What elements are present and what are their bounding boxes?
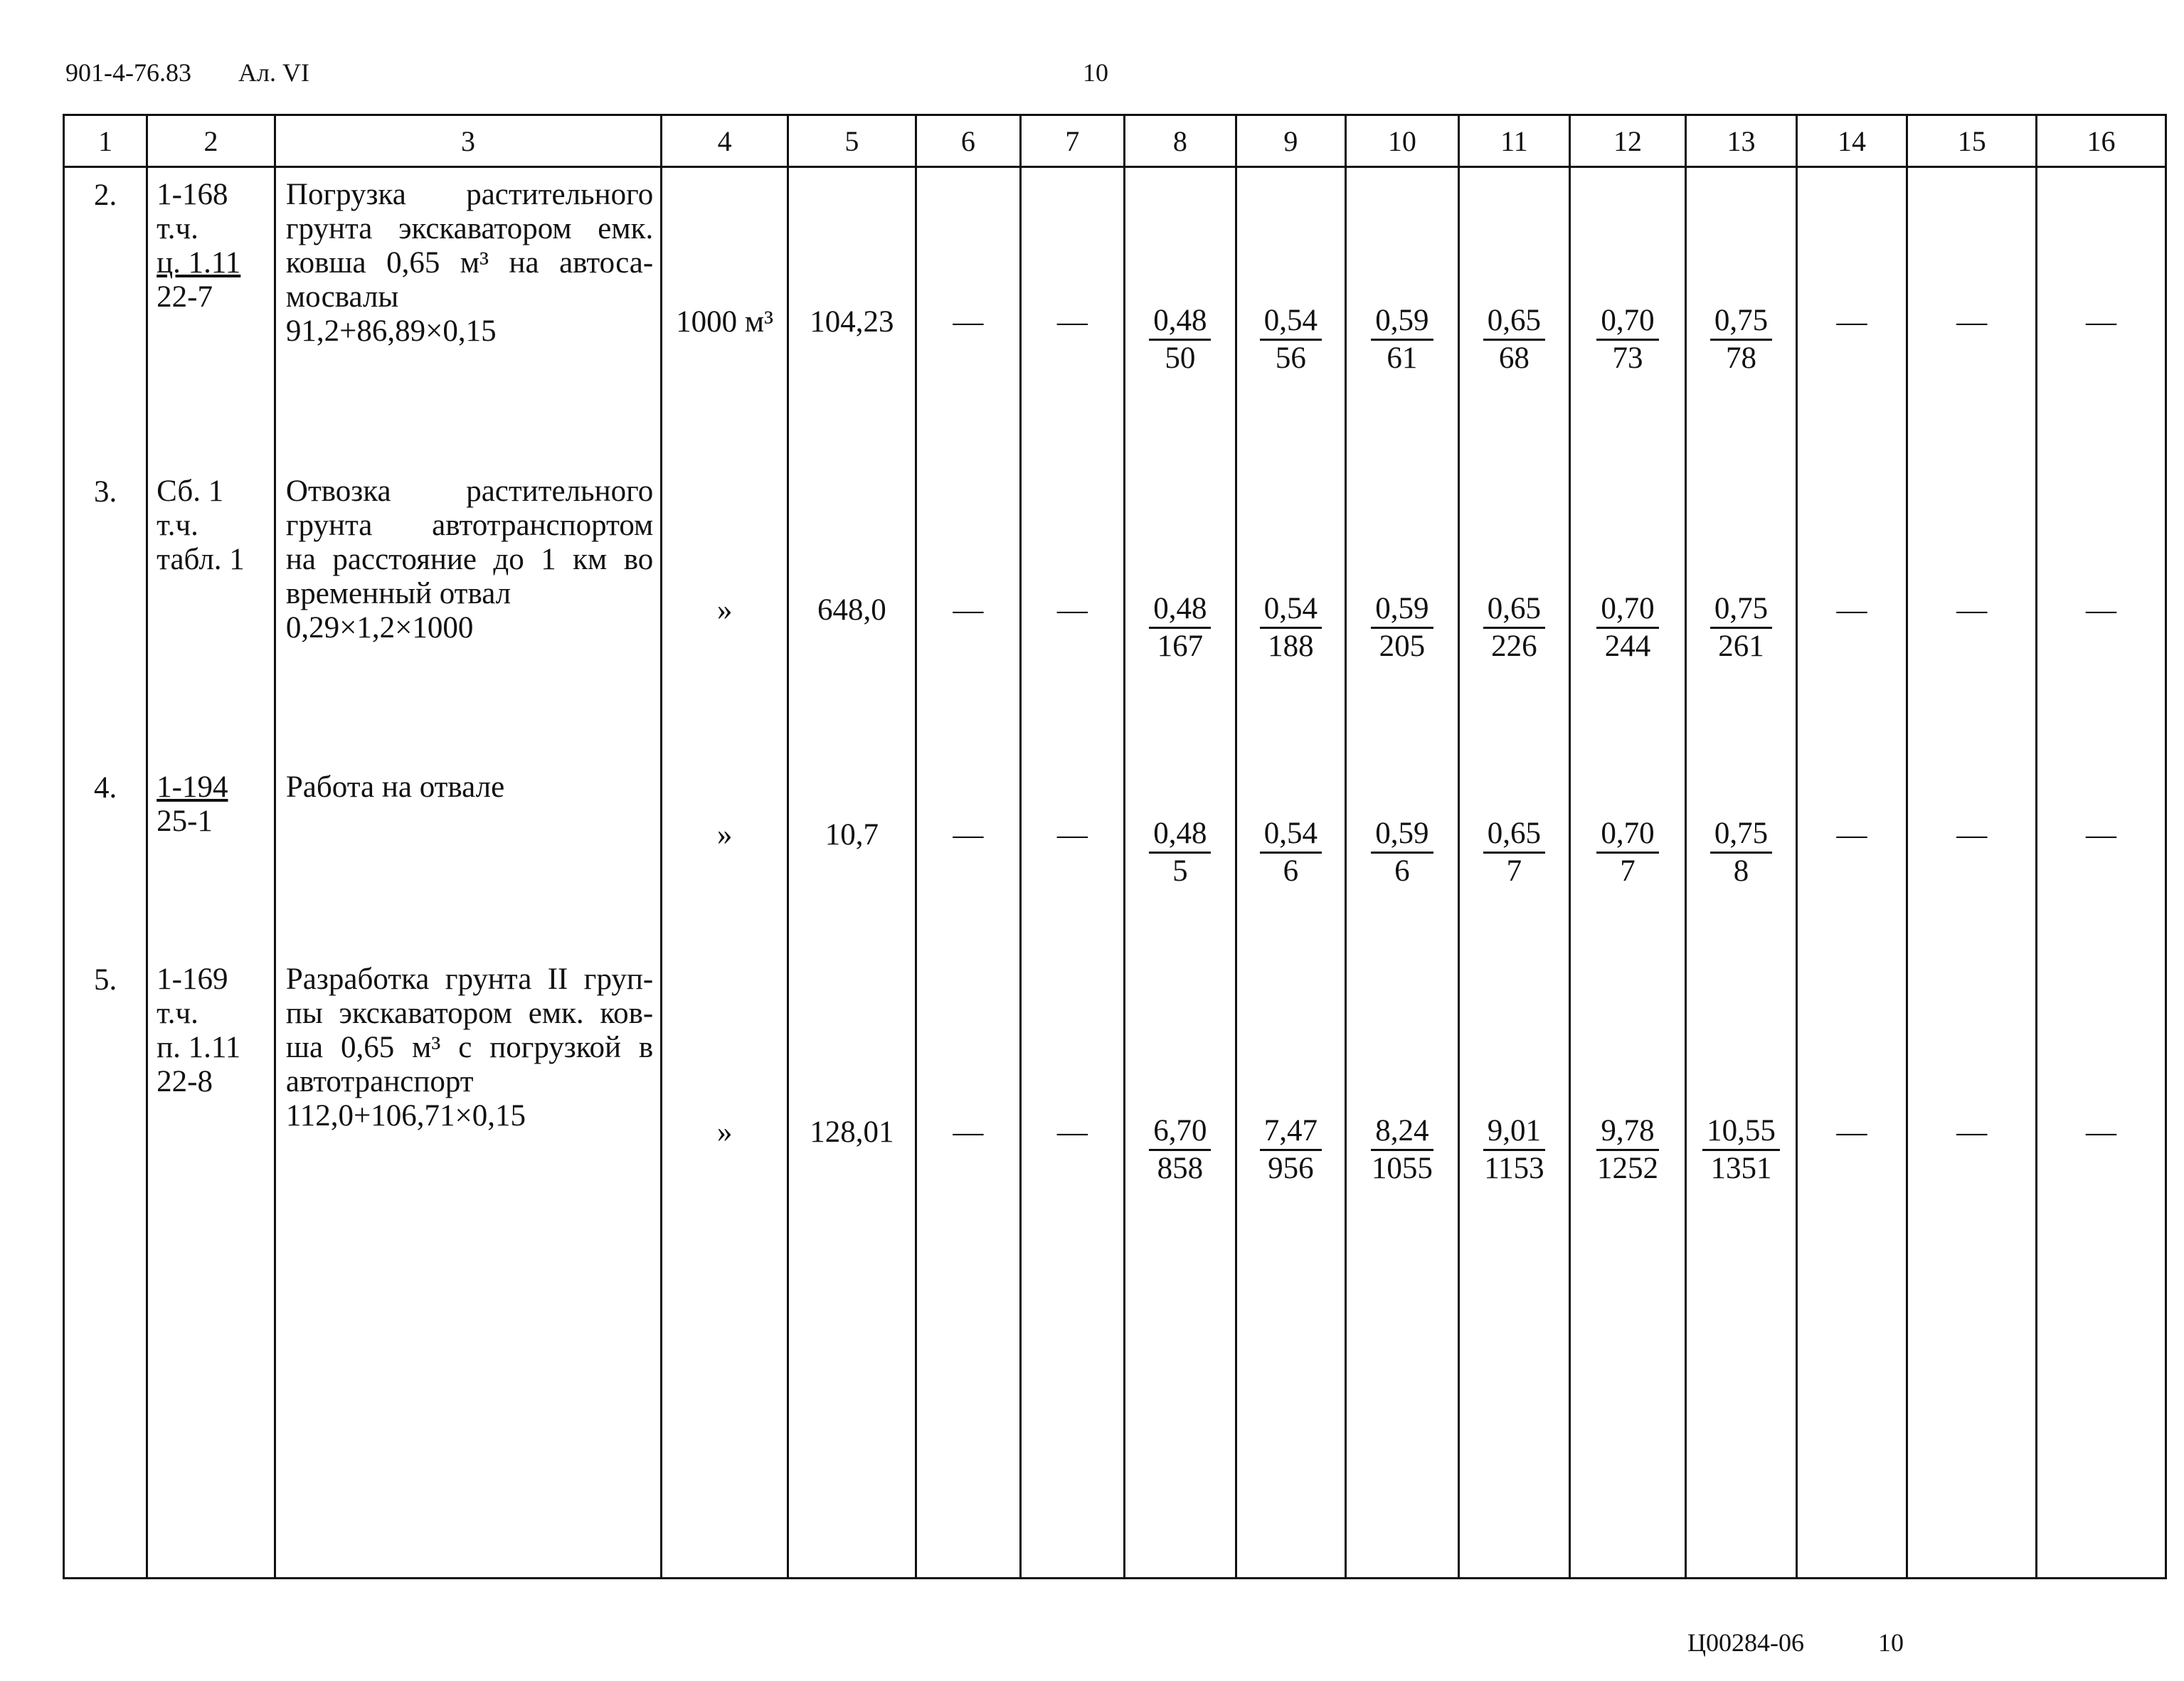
norm-code-cell: [147, 465, 275, 760]
norm-code-line: т.ч.: [157, 996, 198, 1030]
row-number: 4.: [93, 770, 117, 805]
unit-value: 1000 м³: [676, 305, 774, 339]
column-16-cell: [2037, 953, 2166, 1579]
fraction-cell: [1345, 760, 1459, 953]
sheet-label: Ал. VI: [238, 58, 309, 87]
work-description-line: на расстояние до 1 км во: [285, 542, 654, 576]
fraction-denominator: 1055: [1371, 1151, 1433, 1185]
fraction-numerator: 6,70: [1149, 1115, 1211, 1151]
footer-page-number: 10: [1878, 1628, 1904, 1657]
table-row: [64, 953, 2166, 1579]
norm-code-line: 22-8: [157, 1064, 213, 1098]
row-number: 3.: [93, 474, 117, 509]
dash-value: —: [1056, 593, 1088, 627]
unit-value: »: [716, 1115, 733, 1149]
column-15-cell: [1907, 167, 2037, 465]
fraction-numerator: 9,01: [1483, 1115, 1545, 1151]
dash-value: —: [1836, 1115, 1867, 1149]
column-header: 10: [1345, 115, 1459, 167]
fraction-cell: [1686, 167, 1797, 465]
fraction-cell: [1686, 465, 1797, 760]
column-6-cell: [916, 167, 1020, 465]
fraction-numerator: 0,70: [1596, 593, 1658, 629]
work-description-cell: [275, 760, 661, 953]
quantity-value: 128,01: [810, 1115, 894, 1149]
fraction-denominator: 956: [1268, 1151, 1314, 1185]
column-6-cell: [916, 760, 1020, 953]
work-description-line: 91,2+86,89×0,15: [285, 314, 497, 348]
fraction-numerator: 0,48: [1149, 593, 1211, 629]
fraction-denominator: 56: [1275, 341, 1306, 375]
column-14-cell: [1796, 760, 1907, 953]
fraction-cell: [1569, 465, 1686, 760]
column-7-cell: [1021, 760, 1124, 953]
column-6-cell: [916, 953, 1020, 1579]
work-description-cell: [275, 953, 661, 1579]
column-6-cell: [916, 465, 1020, 760]
fraction-cell: [1686, 760, 1797, 953]
fraction-cell: [1459, 953, 1570, 1579]
fraction-cell: [1569, 167, 1686, 465]
fraction-numerator: 0,65: [1483, 817, 1545, 854]
column-header: 14: [1796, 115, 1907, 167]
fraction-value: [1483, 1115, 1545, 1185]
fraction-numerator: 0,75: [1710, 817, 1772, 854]
norm-code-line: 1-169: [157, 962, 228, 996]
fraction-denominator: 61: [1387, 341, 1418, 375]
table-row: [64, 760, 2166, 953]
fraction-numerator: 0,59: [1371, 304, 1433, 341]
fraction-value: [1483, 817, 1545, 888]
unit-cell: [662, 760, 788, 953]
column-header: 5: [788, 115, 916, 167]
unit-value: »: [716, 593, 733, 627]
fraction-cell: [1345, 465, 1459, 760]
fraction-numerator: 10,55: [1702, 1115, 1780, 1151]
fraction-numerator: 0,54: [1260, 304, 1322, 341]
quantity-cell: [788, 760, 916, 953]
dash-value: —: [2086, 305, 2117, 339]
work-description-line: Работа на отвале: [285, 770, 505, 804]
fraction-denominator: 6: [1283, 854, 1299, 888]
fraction-denominator: 6: [1394, 854, 1410, 888]
unit-value: »: [716, 817, 733, 852]
fraction-denominator: 5: [1172, 854, 1188, 888]
work-description-line: Погрузка растительного: [285, 178, 654, 211]
quantity-value: 648,0: [817, 593, 886, 627]
column-header: 8: [1124, 115, 1236, 167]
column-header: 6: [916, 115, 1020, 167]
dash-value: —: [1836, 593, 1867, 627]
fraction-denominator: 858: [1157, 1151, 1204, 1185]
column-7-cell: [1021, 167, 1124, 465]
fraction-denominator: 226: [1491, 629, 1537, 663]
dash-value: —: [953, 817, 984, 852]
dash-value: —: [1956, 1115, 1988, 1149]
fraction-value: [1702, 1115, 1780, 1185]
fraction-denominator: 188: [1268, 629, 1314, 663]
fraction-cell: [1236, 760, 1346, 953]
work-description-line: пы экскаватором емк. ков-: [285, 996, 654, 1030]
fraction-cell: [1236, 953, 1346, 1579]
column-header: 2: [147, 115, 275, 167]
fraction-cell: [1569, 760, 1686, 953]
quantity-value: 10,7: [825, 817, 879, 852]
quantity-cell: [788, 953, 916, 1579]
column-header: 4: [662, 115, 788, 167]
column-header: 16: [2037, 115, 2166, 167]
norm-code-cell: [147, 953, 275, 1579]
fraction-value: [1149, 817, 1211, 888]
quantity-cell: [788, 167, 916, 465]
norm-code-cell: [147, 167, 275, 465]
column-header: 11: [1459, 115, 1570, 167]
fraction-numerator: 0,65: [1483, 304, 1545, 341]
fraction-denominator: 244: [1604, 629, 1651, 663]
work-description-line: автотранспорт: [285, 1064, 474, 1098]
dash-value: —: [1956, 817, 1988, 852]
fraction-numerator: 7,47: [1260, 1115, 1322, 1151]
row-number: 5.: [93, 963, 117, 997]
column-7-cell: [1021, 465, 1124, 760]
fraction-cell: [1124, 953, 1236, 1579]
norm-code-cell: [147, 760, 275, 953]
work-description-line: Отвозка растительного: [285, 474, 654, 508]
work-description-line: 0,29×1,2×1000: [285, 610, 474, 645]
fraction-value: [1371, 1115, 1433, 1185]
fraction-value: [1371, 817, 1433, 888]
document-code: 901-4-76.83: [65, 58, 191, 87]
dash-value: —: [2086, 1115, 2117, 1149]
table-row: [64, 167, 2166, 465]
column-header: 9: [1236, 115, 1346, 167]
fraction-numerator: 0,54: [1260, 593, 1322, 629]
fraction-denominator: 73: [1612, 341, 1643, 375]
table-row: [64, 465, 2166, 760]
fraction-cell: [1124, 465, 1236, 760]
fraction-denominator: 205: [1379, 629, 1426, 663]
fraction-value: [1260, 593, 1322, 663]
fraction-numerator: 0,54: [1260, 817, 1322, 854]
norm-code-line: т.ч.: [157, 508, 198, 542]
dash-value: —: [1056, 817, 1088, 852]
column-header: 3: [275, 115, 661, 167]
fraction-cell: [1459, 760, 1570, 953]
fraction-numerator: 0,59: [1371, 593, 1433, 629]
fraction-denominator: 8: [1733, 854, 1749, 888]
row-number-cell: [64, 167, 147, 465]
column-header: 12: [1569, 115, 1686, 167]
fraction-denominator: 167: [1157, 629, 1204, 663]
fraction-numerator: 0,48: [1149, 304, 1211, 341]
estimate-table: [63, 114, 2167, 1579]
fraction-value: [1596, 817, 1658, 888]
work-description-line: ша 0,65 м³ с погрузкой в: [285, 1030, 654, 1064]
fraction-value: [1483, 593, 1545, 663]
work-description-line: грунта экскаватором емк.: [285, 212, 654, 245]
dash-value: —: [1056, 305, 1088, 339]
fraction-denominator: 78: [1726, 341, 1757, 375]
work-description-line: мосвалы: [285, 280, 399, 314]
fraction-value: [1710, 593, 1772, 663]
fraction-value: [1710, 817, 1772, 888]
fraction-numerator: 0,70: [1596, 304, 1658, 341]
dash-value: —: [953, 1115, 984, 1149]
fraction-numerator: 0,48: [1149, 817, 1211, 854]
dash-value: —: [1836, 817, 1867, 852]
column-number-row: [64, 115, 2166, 167]
work-description-line: временный отвал: [285, 576, 511, 610]
dash-value: —: [953, 305, 984, 339]
norm-code-line: п. 1.11: [157, 1030, 241, 1064]
fraction-denominator: 68: [1498, 341, 1530, 375]
norm-code-line: ц. 1.11: [157, 246, 241, 280]
dash-value: —: [1836, 305, 1867, 339]
column-14-cell: [1796, 167, 1907, 465]
fraction-cell: [1686, 953, 1797, 1579]
fraction-cell: [1459, 465, 1570, 760]
dash-value: —: [953, 593, 984, 627]
work-description-cell: [275, 465, 661, 760]
column-7-cell: [1021, 953, 1124, 1579]
fraction-cell: [1236, 167, 1346, 465]
norm-code-line: т.ч.: [157, 212, 198, 245]
work-description-line: грунта автотранспортом: [285, 508, 654, 542]
fraction-denominator: 261: [1718, 629, 1764, 663]
fraction-denominator: 1252: [1596, 1151, 1658, 1185]
column-16-cell: [2037, 167, 2166, 465]
column-header: 7: [1021, 115, 1124, 167]
fraction-denominator: 7: [1620, 854, 1636, 888]
unit-cell: [662, 167, 788, 465]
fraction-numerator: 0,75: [1710, 593, 1772, 629]
fraction-value: [1596, 304, 1658, 375]
fraction-value: [1596, 593, 1658, 663]
fraction-value: [1260, 817, 1322, 888]
unit-cell: [662, 465, 788, 760]
fraction-cell: [1124, 760, 1236, 953]
page-number: 10: [1083, 58, 1108, 87]
work-description-cell: [275, 167, 661, 465]
fraction-numerator: 0,65: [1483, 593, 1545, 629]
dash-value: —: [2086, 593, 2117, 627]
row-number-cell: [64, 465, 147, 760]
row-number-cell: [64, 953, 147, 1579]
row-number-cell: [64, 760, 147, 953]
work-description-line: ковша 0,65 м³ на автоса-: [285, 246, 654, 280]
row-number: 2.: [93, 179, 117, 212]
work-description-line: 112,0+106,71×0,15: [285, 1098, 526, 1133]
fraction-value: [1149, 304, 1211, 375]
quantity-cell: [788, 465, 916, 760]
fraction-value: [1371, 593, 1433, 663]
fraction-denominator: 1351: [1710, 1151, 1772, 1185]
work-description-line: Разработка грунта II груп-: [285, 962, 654, 996]
fraction-numerator: 0,70: [1596, 817, 1658, 854]
norm-code-line: табл. 1: [157, 542, 245, 576]
fraction-value: [1483, 304, 1545, 375]
fraction-cell: [1345, 167, 1459, 465]
norm-code-line: 1-194: [157, 770, 228, 804]
column-header: 13: [1686, 115, 1797, 167]
fraction-value: [1710, 304, 1772, 375]
fraction-denominator: 50: [1165, 341, 1196, 375]
column-header: 15: [1907, 115, 2037, 167]
column-15-cell: [1907, 760, 2037, 953]
column-16-cell: [2037, 465, 2166, 760]
fraction-value: [1149, 593, 1211, 663]
unit-cell: [662, 953, 788, 1579]
column-15-cell: [1907, 465, 2037, 760]
fraction-numerator: 0,59: [1371, 817, 1433, 854]
column-14-cell: [1796, 953, 1907, 1579]
norm-code-line: Сб. 1: [157, 474, 224, 508]
fraction-value: [1596, 1115, 1658, 1185]
quantity-value: 104,23: [810, 305, 894, 339]
fraction-value: [1149, 1115, 1211, 1185]
column-16-cell: [2037, 760, 2166, 953]
dash-value: —: [1956, 305, 1988, 339]
fraction-cell: [1345, 953, 1459, 1579]
fraction-numerator: 9,78: [1596, 1115, 1658, 1151]
norm-code-line: 1-168: [157, 178, 228, 211]
column-header: 1: [64, 115, 147, 167]
norm-code-line: 22-7: [157, 280, 213, 314]
fraction-value: [1371, 304, 1433, 375]
fraction-value: [1260, 1115, 1322, 1185]
fraction-numerator: 0,75: [1710, 304, 1772, 341]
fraction-cell: [1569, 953, 1686, 1579]
dash-value: —: [2086, 817, 2117, 852]
fraction-cell: [1124, 167, 1236, 465]
fraction-cell: [1459, 167, 1570, 465]
dash-value: —: [1056, 1115, 1088, 1149]
fraction-numerator: 8,24: [1371, 1115, 1433, 1151]
footer-code: Ц00284-06: [1687, 1628, 1804, 1657]
dash-value: —: [1956, 593, 1988, 627]
norm-code-line: 25-1: [157, 804, 213, 838]
fraction-value: [1260, 304, 1322, 375]
fraction-denominator: 7: [1506, 854, 1522, 888]
column-15-cell: [1907, 953, 2037, 1579]
fraction-denominator: 1153: [1484, 1151, 1544, 1185]
fraction-cell: [1236, 465, 1346, 760]
column-14-cell: [1796, 465, 1907, 760]
